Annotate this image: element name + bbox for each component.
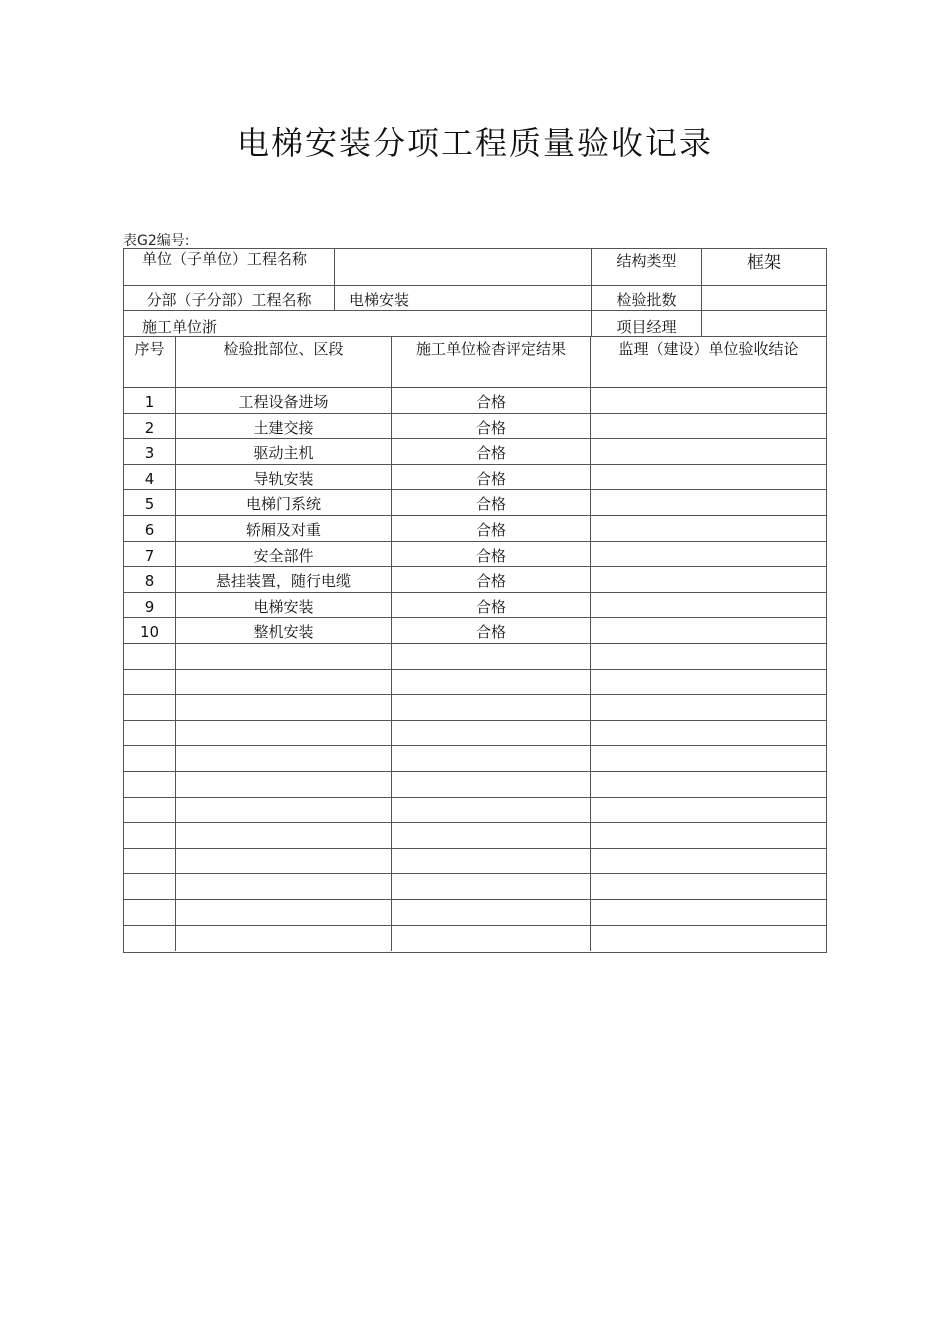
row-number: 10 bbox=[124, 618, 176, 644]
row-result: 合格 bbox=[392, 542, 591, 568]
row-number: 5 bbox=[124, 490, 176, 516]
contractor-label: 施工单位浙 bbox=[124, 311, 592, 337]
row-part: 电梯安装 bbox=[176, 593, 392, 619]
row-conclusion[interactable] bbox=[591, 900, 826, 926]
row-conclusion[interactable] bbox=[591, 465, 826, 491]
row-part[interactable] bbox=[176, 798, 392, 824]
row-number: 7 bbox=[124, 542, 176, 568]
row-number[interactable] bbox=[124, 644, 176, 670]
row-conclusion[interactable] bbox=[591, 721, 826, 747]
sub-project-value[interactable]: 电梯安装 bbox=[335, 286, 592, 311]
row-conclusion[interactable] bbox=[591, 593, 826, 619]
row-number[interactable] bbox=[124, 772, 176, 798]
row-part: 驱动主机 bbox=[176, 439, 392, 465]
column-header-conclusion: 监理（建设）单位验收结论 bbox=[591, 337, 826, 388]
row-conclusion[interactable] bbox=[591, 746, 826, 772]
row-number[interactable] bbox=[124, 900, 176, 926]
row-conclusion[interactable] bbox=[591, 695, 826, 721]
row-number[interactable] bbox=[124, 798, 176, 824]
row-part: 整机安装 bbox=[176, 618, 392, 644]
row-result[interactable] bbox=[392, 874, 591, 900]
row-result[interactable] bbox=[392, 823, 591, 849]
row-part[interactable] bbox=[176, 823, 392, 849]
row-part[interactable] bbox=[176, 849, 392, 875]
row-result: 合格 bbox=[392, 388, 591, 414]
row-number: 6 bbox=[124, 516, 176, 542]
structure-type-label: 结构类型 bbox=[592, 249, 702, 286]
row-part[interactable] bbox=[176, 670, 392, 696]
row-part[interactable] bbox=[176, 721, 392, 747]
batch-count-value[interactable] bbox=[702, 286, 826, 311]
acceptance-record-table bbox=[123, 248, 827, 953]
row-conclusion[interactable] bbox=[591, 516, 826, 542]
row-part: 悬挂装置，随行电缆 bbox=[176, 567, 392, 593]
row-conclusion[interactable] bbox=[591, 798, 826, 824]
row-result: 合格 bbox=[392, 465, 591, 491]
row-number: 1 bbox=[124, 388, 176, 414]
project-manager-label: 项目经理 bbox=[592, 311, 702, 337]
row-part: 工程设备进场 bbox=[176, 388, 392, 414]
project-manager-value[interactable] bbox=[702, 311, 826, 337]
row-conclusion[interactable] bbox=[591, 542, 826, 568]
row-number[interactable] bbox=[124, 874, 176, 900]
row-conclusion[interactable] bbox=[591, 670, 826, 696]
row-number: 4 bbox=[124, 465, 176, 491]
sub-project-label: 分部（子分部）工程名称 bbox=[124, 286, 335, 311]
row-part[interactable] bbox=[176, 926, 392, 952]
row-number[interactable] bbox=[124, 695, 176, 721]
row-conclusion[interactable] bbox=[591, 644, 826, 670]
row-number: 3 bbox=[124, 439, 176, 465]
row-number[interactable] bbox=[124, 670, 176, 696]
row-result: 合格 bbox=[392, 516, 591, 542]
row-conclusion[interactable] bbox=[591, 772, 826, 798]
row-part[interactable] bbox=[176, 746, 392, 772]
row-conclusion[interactable] bbox=[591, 567, 826, 593]
row-number[interactable] bbox=[124, 926, 176, 952]
row-conclusion[interactable] bbox=[591, 849, 826, 875]
row-conclusion[interactable] bbox=[591, 874, 826, 900]
column-header-part: 检验批部位、区段 bbox=[176, 337, 392, 388]
page-title: 电梯安装分项工程质量验收记录 bbox=[236, 124, 713, 162]
unit-project-value[interactable] bbox=[335, 249, 592, 286]
row-result[interactable] bbox=[392, 900, 591, 926]
structure-type-value[interactable]: 框架 bbox=[702, 249, 826, 286]
row-number: 9 bbox=[124, 593, 176, 619]
row-result: 合格 bbox=[392, 490, 591, 516]
row-number[interactable] bbox=[124, 849, 176, 875]
row-conclusion[interactable] bbox=[591, 618, 826, 644]
row-part: 安全部件 bbox=[176, 542, 392, 568]
row-result[interactable] bbox=[392, 695, 591, 721]
row-result: 合格 bbox=[392, 618, 591, 644]
row-result: 合格 bbox=[392, 567, 591, 593]
row-result: 合格 bbox=[392, 439, 591, 465]
row-result[interactable] bbox=[392, 644, 591, 670]
row-part[interactable] bbox=[176, 772, 392, 798]
row-part[interactable] bbox=[176, 644, 392, 670]
row-conclusion[interactable] bbox=[591, 926, 826, 952]
row-part: 导轨安装 bbox=[176, 465, 392, 491]
row-number: 2 bbox=[124, 414, 176, 440]
row-conclusion[interactable] bbox=[591, 439, 826, 465]
unit-project-label: 单位（子单位）工程名称 bbox=[124, 249, 335, 286]
row-conclusion[interactable] bbox=[591, 490, 826, 516]
row-result[interactable] bbox=[392, 670, 591, 696]
row-number[interactable] bbox=[124, 721, 176, 747]
row-result: 合格 bbox=[392, 593, 591, 619]
row-number: 8 bbox=[124, 567, 176, 593]
row-part: 电梯门系统 bbox=[176, 490, 392, 516]
row-part[interactable] bbox=[176, 695, 392, 721]
row-result: 合格 bbox=[392, 414, 591, 440]
row-conclusion[interactable] bbox=[591, 414, 826, 440]
column-header-no: 序号 bbox=[124, 337, 176, 388]
row-part[interactable] bbox=[176, 874, 392, 900]
row-result[interactable] bbox=[392, 721, 591, 747]
row-conclusion[interactable] bbox=[591, 388, 826, 414]
row-result[interactable] bbox=[392, 926, 591, 952]
row-result[interactable] bbox=[392, 746, 591, 772]
row-number[interactable] bbox=[124, 823, 176, 849]
row-part: 轿厢及对重 bbox=[176, 516, 392, 542]
row-conclusion[interactable] bbox=[591, 823, 826, 849]
row-result[interactable] bbox=[392, 849, 591, 875]
row-part[interactable] bbox=[176, 900, 392, 926]
row-result[interactable] bbox=[392, 798, 591, 824]
row-part: 土建交接 bbox=[176, 414, 392, 440]
column-header-result: 施工单位检杳评定结果 bbox=[392, 337, 591, 388]
row-result[interactable] bbox=[392, 772, 591, 798]
row-number[interactable] bbox=[124, 746, 176, 772]
form-number: 表G2编号: bbox=[123, 233, 190, 249]
batch-count-label: 检验批数 bbox=[592, 286, 702, 311]
